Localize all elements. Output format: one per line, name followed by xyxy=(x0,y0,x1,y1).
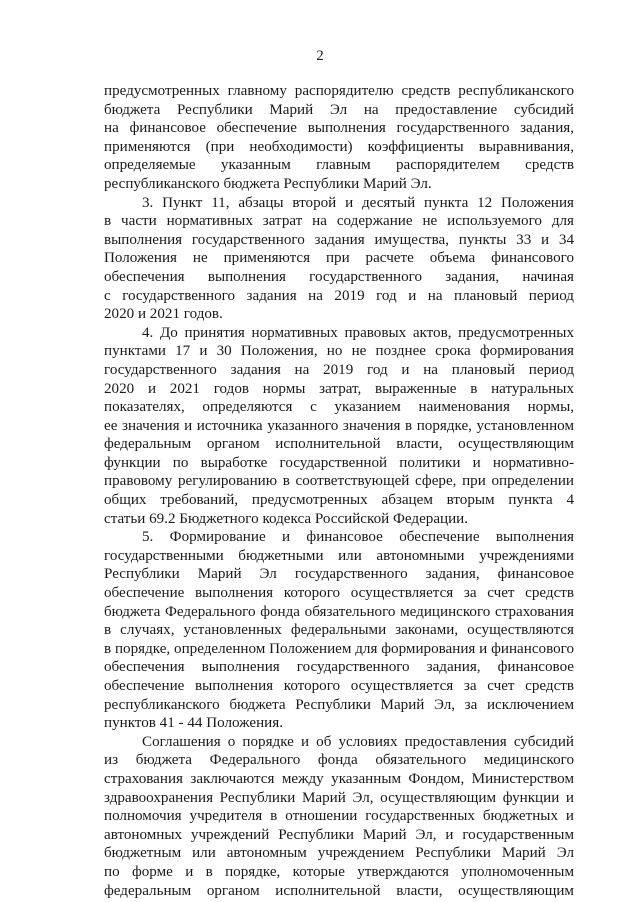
text-line: здравоохранения Республики Марий Эл, осуществляющим функции и xyxy=(104,789,574,806)
text-line: 2020 и 2021 годов нормы затрат, выраженные в натуральных xyxy=(104,380,574,397)
text-line: федеральным органом исполнительной власти, осуществляющим xyxy=(104,436,574,453)
paragraph xyxy=(104,194,574,324)
paragraph xyxy=(104,82,574,194)
text-line: в случаях, установленных федеральными законами, осуществляются xyxy=(104,622,574,639)
text-line: выполнения государственного задания имущества, пункты 33 и 34 xyxy=(104,231,574,248)
text-line: показателях, определяются с указанием наименования нормы, xyxy=(104,399,574,416)
text-line: функции по выработке государственной политики и нормативно- xyxy=(104,454,574,471)
page-number: 2 xyxy=(316,48,324,64)
text-line: общих требований, предусмотренных абзацем вторым пункта 4 xyxy=(104,492,574,509)
text-line: бюджета Республики Марий Эл на предоставление субсидий xyxy=(104,101,574,118)
text-line: на финансовое обеспечение выполнения государственного задания, xyxy=(104,120,574,137)
paragraph xyxy=(104,733,574,900)
text-line: государственного задания на 2019 год и на плановый период xyxy=(104,361,574,378)
paragraph xyxy=(104,324,574,529)
text-line: правовому регулированию в соответствующей сфере, при определении xyxy=(104,473,574,490)
text-line: автономных учреждений Республики Марий Эл, и государственным xyxy=(104,826,574,843)
document-body xyxy=(104,82,574,900)
text-line: ее значения и источника указанного значения в порядке, установленном xyxy=(104,417,574,434)
text-line: страхования заключаются между указанным Фондом, Министерством xyxy=(104,770,574,787)
paragraph xyxy=(104,528,574,733)
text-line: 3. Пункт 11, абзацы второй и десятый пункта 12 Положения xyxy=(142,194,574,211)
text-line: обеспечение выполнения которого осуществляется за счет средств xyxy=(104,585,574,602)
text-line: обеспечения выполнения государственного задания, финансовое xyxy=(104,659,574,676)
text-line: предусмотренных главному распорядителю средств республиканского xyxy=(104,83,574,99)
text-line: в порядке, определенном Положением для формирования и финансового xyxy=(104,640,574,657)
text-line: Республики Марий Эл государственного задания, финансовое xyxy=(104,566,574,583)
text-line: пунктами 17 и 30 Положения, но не позднее срока формирования xyxy=(104,343,574,360)
text-line: из бюджета Федерального фонда обязательного медицинского xyxy=(104,752,574,769)
text-line: обеспечение выполнения которого осуществляется за счет средств xyxy=(104,678,574,694)
text-line: полномочия учредителя в отношении государственных бюджетных и xyxy=(104,808,574,825)
text-line: статьи 69.2 Бюджетного кодекса Российской Федерации. xyxy=(104,510,469,527)
text-line: применяются (при необходимости) коэффициенты выравнивания, xyxy=(104,138,574,155)
text-line: Положения не применяются при расчете объема финансового xyxy=(104,250,574,267)
text-line: 2020 и 2021 годов. xyxy=(104,306,223,323)
text-line: обеспечения выполнения государственного задания, начиная xyxy=(104,268,574,285)
text-line: бюджета Федерального фонда обязательного медицинского страхования xyxy=(104,603,574,620)
text-line: определяемые указанным главным распорядителем средств xyxy=(104,157,574,174)
text-line: по форме и в порядке, которые утверждаются уполномоченным xyxy=(104,863,574,880)
text-line: 4. До принятия нормативных правовых актов, предусмотренных xyxy=(142,324,574,341)
text-line: государственными бюджетными или автономными учреждениями xyxy=(104,547,574,564)
text-line: 5. Формирование и финансовое обеспечение выполнения xyxy=(142,529,574,546)
text-line: пунктов 41 - 44 Положения. xyxy=(104,715,283,732)
text-line: республиканского бюджета Республики Марий Эл, за исключением xyxy=(104,696,574,713)
text-line: Соглашения о порядке и об условиях предоставления субсидий xyxy=(142,733,574,750)
text-line: бюджетным или автономным учреждением Республики Марий Эл xyxy=(104,845,574,862)
text-line: федеральным органом исполнительной власти, осуществляющим xyxy=(104,882,574,899)
text-line: в части нормативных затрат на содержание не используемого для xyxy=(104,213,574,230)
text-line: с государственного задания на 2019 год и на плановый период xyxy=(104,287,574,304)
text-line: республиканского бюджета Республики Марий Эл. xyxy=(104,175,432,192)
